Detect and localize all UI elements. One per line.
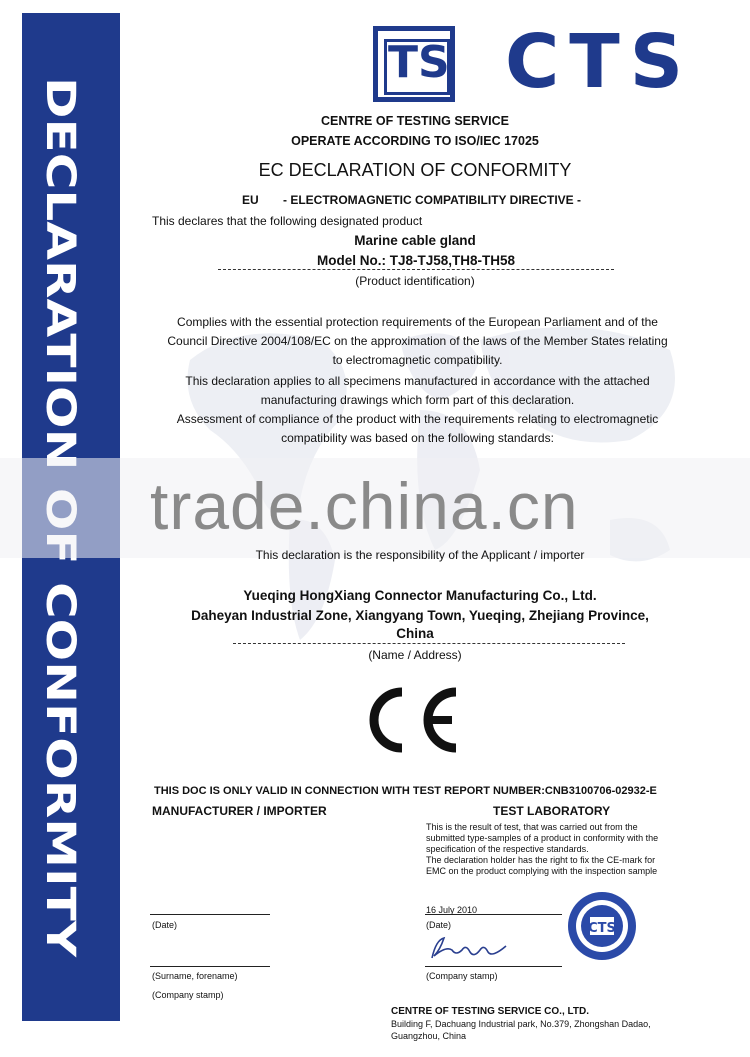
product-name: Marine cable gland [354, 233, 476, 248]
watermark-text: trade.china.cn [150, 469, 579, 543]
compliance-line: Council Directive 2004/108/EC on the approximation of the laws of the Member States relating [167, 334, 668, 348]
applicant-company: Yueqing HongXiang Connector Manufacturing Co., Ltd. [243, 588, 597, 603]
lab-name: CENTRE OF TESTING SERVICE CO., LTD. [391, 1006, 589, 1017]
lab-address-line2: Guangzhou, China [391, 1031, 467, 1041]
eu-label: EU [242, 193, 259, 207]
lab-heading: TEST LABORATORY [493, 804, 611, 818]
right-stamp-label: (Company stamp) [426, 971, 498, 981]
applies-paragraph [140, 372, 695, 410]
left-name-line [150, 965, 270, 967]
lab-statement-line: submitted type-samples of a product in conformity with the [426, 833, 659, 843]
left-stamp-label: (Company stamp) [152, 990, 224, 1000]
logo-mark: TS [388, 37, 450, 88]
right-date-line [425, 913, 562, 915]
applies-line: This declaration applies to all specimens manufactured in accordance with the attached [185, 374, 650, 388]
lab-statement-line: EMC on the product complying with the inspection sample [426, 866, 658, 876]
lab-statement [426, 822, 706, 877]
directive-label: - ELECTROMAGNETIC COMPATIBILITY DIRECTIVE - [283, 193, 581, 207]
validity-note: THIS DOC IS ONLY VALID IN CONNECTION WITH TEST REPORT NUMBER:CNB3100706-02932-E [154, 785, 657, 797]
ce-mark [364, 684, 464, 756]
right-stamp-line [425, 965, 562, 967]
svg-text:DECLARATION OF CONFORMITY: DECLARATION OF CONFORMITY [37, 77, 83, 781]
right-date-value: 16 July 2010 [426, 905, 478, 915]
compliance-line: Complies with the essential protection requirements of the European Parliament and of the [177, 315, 658, 329]
applicant-caption: (Name / Address) [368, 648, 462, 662]
lab-statement-line: specification of the respective standards. [426, 844, 589, 854]
lab-statement-line: The declaration holder has the right to fix the CE-mark for [426, 855, 656, 865]
product-intro: This declares that the following designated product [152, 214, 423, 228]
compliance-line: to electromagnetic compatibility. [332, 353, 503, 367]
lab-statement-line: This is the result of test, that was carried out from the [426, 822, 638, 832]
header-line1: CENTRE OF TESTING SERVICE [321, 114, 509, 128]
cts-logo-emblem [373, 26, 455, 102]
svg-text:CTS: CTS [588, 921, 616, 936]
manufacturer-heading: MANUFACTURER / IMPORTER [152, 804, 327, 818]
applicant-divider [233, 642, 625, 644]
assessment-line: compatibility was based on the following standards: [281, 431, 554, 445]
brand-name: CTS [505, 19, 694, 105]
right-date-label: (Date) [426, 920, 452, 930]
applicant-address: Daheyan Industrial Zone, Xiangyang Town, Yueqing, Zhejiang Province, [191, 608, 649, 623]
applies-line: manufacturing drawings which form part of this declaration. [260, 393, 575, 407]
left-date-label: (Date) [152, 920, 178, 930]
assessment-paragraph [140, 410, 695, 448]
document-title: EC DECLARATION OF CONFORMITY [258, 160, 572, 180]
lab-address-line1: Building F, Dachuang Industrial park, No.379, Zhongshan Dadao, [391, 1019, 651, 1029]
responsibility-text: This declaration is the responsibility of the Applicant / importer [255, 548, 585, 562]
signature [426, 932, 516, 964]
official-seal [566, 890, 638, 962]
assessment-line: Assessment of compliance of the product with the requirements relating to electromagnetic [176, 412, 659, 426]
product-caption: (Product identification) [355, 274, 475, 288]
header-line2: OPERATE ACCORDING TO ISO/IEC 17025 [291, 134, 539, 148]
left-date-line [150, 913, 270, 915]
product-model: Model No.: TJ8-TJ58,TH8-TH58 [218, 253, 614, 270]
compliance-paragraph [140, 313, 695, 370]
applicant-country: China [396, 626, 434, 641]
left-name-label: (Surname, forename) [152, 971, 238, 981]
